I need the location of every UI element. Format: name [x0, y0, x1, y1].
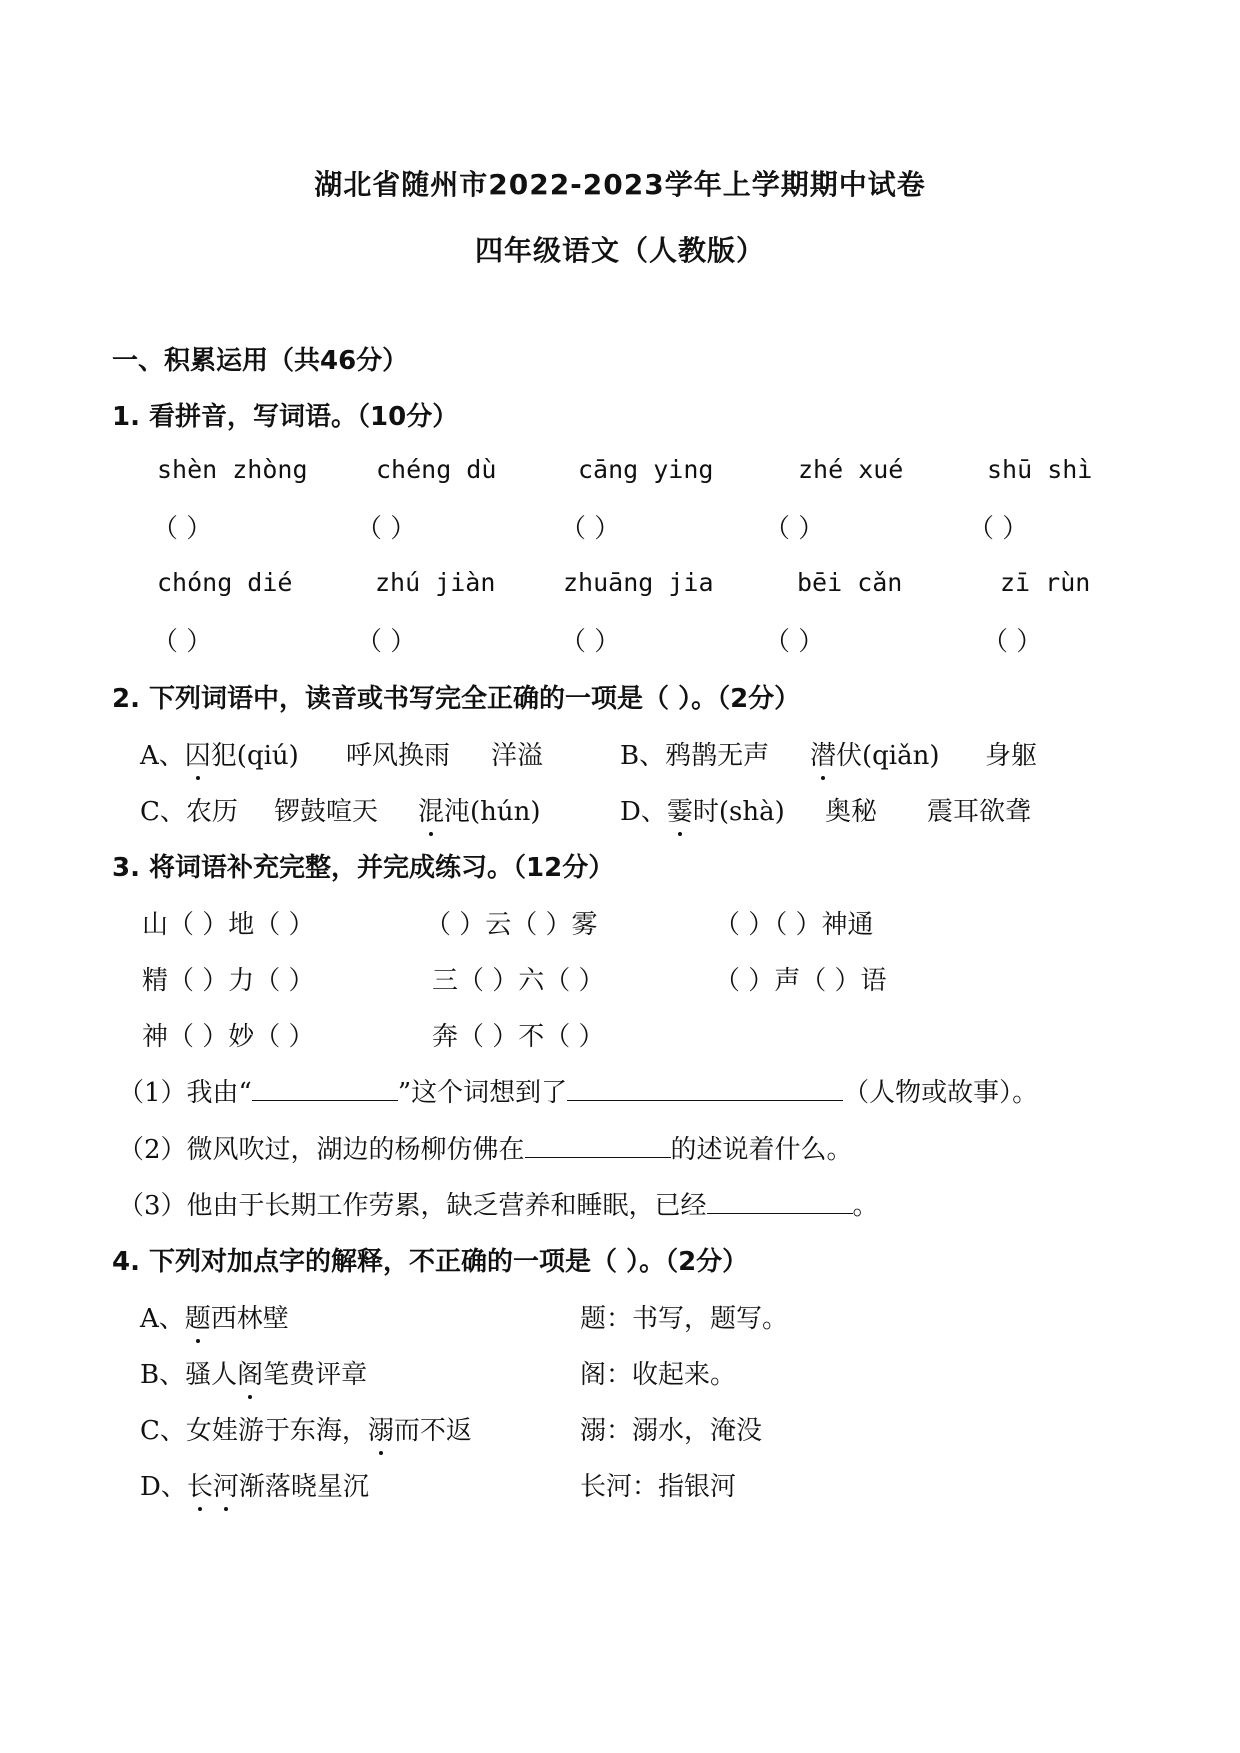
option-d-word2: 奥秘 — [825, 797, 878, 827]
idiom-fill[interactable]: （ ）（ ）神通 — [714, 910, 874, 940]
question-2-heading: 2. 下列词语中，读音或书写完全正确的一项是（ ）。（2分） — [112, 684, 801, 714]
sentence-text: ”这个词想到了 — [397, 1078, 568, 1108]
answer-blank[interactable]: （ ） — [560, 514, 621, 544]
answer-blank[interactable]: （ ） — [764, 514, 825, 544]
question-1-heading: 1. 看拼音，写词语。（10分） — [112, 402, 459, 432]
option-label: D、 — [620, 797, 667, 827]
dotted-char: 囚 — [185, 735, 211, 772]
sentence-text: （1）我由“ — [118, 1078, 252, 1108]
option-text: 西林壁 — [210, 1304, 289, 1334]
pinyin-4: zhé xué — [798, 455, 904, 484]
option-word: 伏(qiǎn) — [836, 741, 940, 771]
section-heading: 一、积累运用（共46分） — [112, 346, 409, 376]
pinyin-8: zhuāng jia — [563, 568, 714, 597]
answer-blank[interactable]: （ ） — [560, 627, 621, 657]
dotted-char: 霎 — [667, 791, 693, 828]
sentence-2 — [118, 1129, 853, 1166]
dotted-char: 题 — [185, 1298, 211, 1335]
option-word: 时(shà) — [692, 797, 785, 827]
option-a-word2: 呼风换雨 — [346, 741, 451, 771]
option-label: C、 — [140, 797, 186, 827]
option-b[interactable] — [620, 735, 769, 772]
option-word: 农历 — [185, 797, 238, 827]
idiom-fill[interactable]: 山（ ）地（ ） — [142, 910, 315, 940]
sentence-text: 的述说着什么。 — [670, 1135, 853, 1165]
option-a[interactable] — [140, 735, 299, 772]
option-text: 笔费评章 — [263, 1360, 368, 1390]
answer-blank[interactable]: （ ） — [968, 514, 1029, 544]
option-text: B、骚人 — [140, 1360, 238, 1390]
pinyin-6: chóng dié — [157, 568, 293, 597]
idiom-fill[interactable]: （ ）声（ ）语 — [714, 966, 887, 996]
page-title: 湖北省随州市2022-2023学年上学期期中试卷 — [314, 168, 926, 201]
answer-blank[interactable]: （ ） — [152, 627, 213, 657]
option-text: C、女娃游于东海， — [140, 1416, 368, 1446]
option-text: A、 — [140, 1304, 185, 1334]
pinyin-1: shèn zhòng — [157, 455, 308, 484]
idiom-fill[interactable]: 神（ ）妙（ ） — [142, 1022, 315, 1052]
explanation: 题：书写，题写。 — [580, 1304, 789, 1334]
sentence-text: （2）微风吹过，湖边的杨柳仿佛在 — [118, 1135, 525, 1165]
option-c[interactable] — [140, 1410, 472, 1447]
option-c-word2: 锣鼓喧天 — [274, 797, 379, 827]
option-a-word3: 洋溢 — [491, 741, 544, 771]
sentence-1 — [118, 1072, 1038, 1109]
option-d[interactable] — [620, 791, 785, 828]
answer-blank[interactable]: （ ） — [982, 627, 1043, 657]
page-subtitle: 四年级语文（人教版） — [474, 234, 765, 267]
option-word: 鸦鹊无声 — [665, 741, 770, 771]
idiom-fill[interactable]: （ ）云（ ）雾 — [425, 910, 598, 940]
option-text: 而不返 — [393, 1416, 472, 1446]
option-b[interactable] — [140, 1354, 367, 1391]
option-label: A、 — [140, 741, 185, 771]
sentence-text: （3）他由于长期工作劳累，缺乏营养和睡眠，已经 — [118, 1191, 707, 1221]
dotted-char: 河 — [213, 1466, 239, 1503]
option-word: 沌(hún) — [444, 797, 541, 827]
answer-line[interactable] — [567, 1074, 843, 1101]
sentence-text: （人物或故事）。 — [843, 1078, 1039, 1108]
pinyin-2: chéng dù — [376, 455, 497, 484]
pinyin-3: cāng ying — [578, 455, 714, 484]
pinyin-10: zī rùn — [1000, 568, 1091, 597]
pinyin-5: shū shì — [987, 455, 1093, 484]
dotted-char: 潜 — [810, 735, 836, 772]
answer-blank[interactable]: （ ） — [764, 627, 825, 657]
option-b-word3: 身躯 — [985, 741, 1038, 771]
pinyin-7: zhú jiàn — [375, 568, 496, 597]
dotted-char: 长 — [187, 1466, 213, 1503]
option-text: D、 — [140, 1472, 187, 1502]
answer-blank[interactable]: （ ） — [356, 627, 417, 657]
option-c-word3 — [418, 791, 541, 828]
dotted-char: 阁 — [237, 1354, 263, 1391]
dotted-char: 混 — [418, 791, 444, 828]
option-b-word2 — [810, 735, 940, 772]
option-c[interactable] — [140, 791, 238, 828]
option-a[interactable] — [140, 1298, 289, 1335]
idiom-fill[interactable]: 三（ ）六（ ） — [432, 966, 605, 996]
answer-line[interactable] — [525, 1131, 671, 1158]
question-4-heading: 4. 下列对加点字的解释，不正确的一项是（ ）。（2分） — [112, 1247, 749, 1277]
option-word: 犯(qiú) — [210, 741, 299, 771]
option-label: B、 — [620, 741, 666, 771]
explanation: 阁：收起来。 — [580, 1360, 737, 1390]
answer-blank[interactable]: （ ） — [152, 514, 213, 544]
answer-blank[interactable]: （ ） — [356, 514, 417, 544]
explanation: 溺：溺水，淹没 — [580, 1416, 763, 1446]
answer-line[interactable] — [707, 1187, 853, 1214]
option-d[interactable] — [140, 1466, 369, 1503]
sentence-3 — [118, 1185, 879, 1222]
idiom-fill[interactable]: 精（ ）力（ ） — [142, 966, 315, 996]
question-3-heading: 3. 将词语补充完整，并完成练习。（12分） — [112, 853, 615, 883]
option-text: 渐落晓星沉 — [238, 1472, 369, 1502]
answer-line[interactable] — [252, 1074, 398, 1101]
sentence-text: 。 — [852, 1191, 879, 1221]
explanation: 长河：指银河 — [580, 1472, 737, 1502]
idiom-fill[interactable]: 奔（ ）不（ ） — [432, 1022, 605, 1052]
pinyin-9: bēi cǎn — [797, 568, 903, 597]
dotted-char: 溺 — [368, 1410, 394, 1447]
option-d-word3: 震耳欲聋 — [927, 797, 1032, 827]
